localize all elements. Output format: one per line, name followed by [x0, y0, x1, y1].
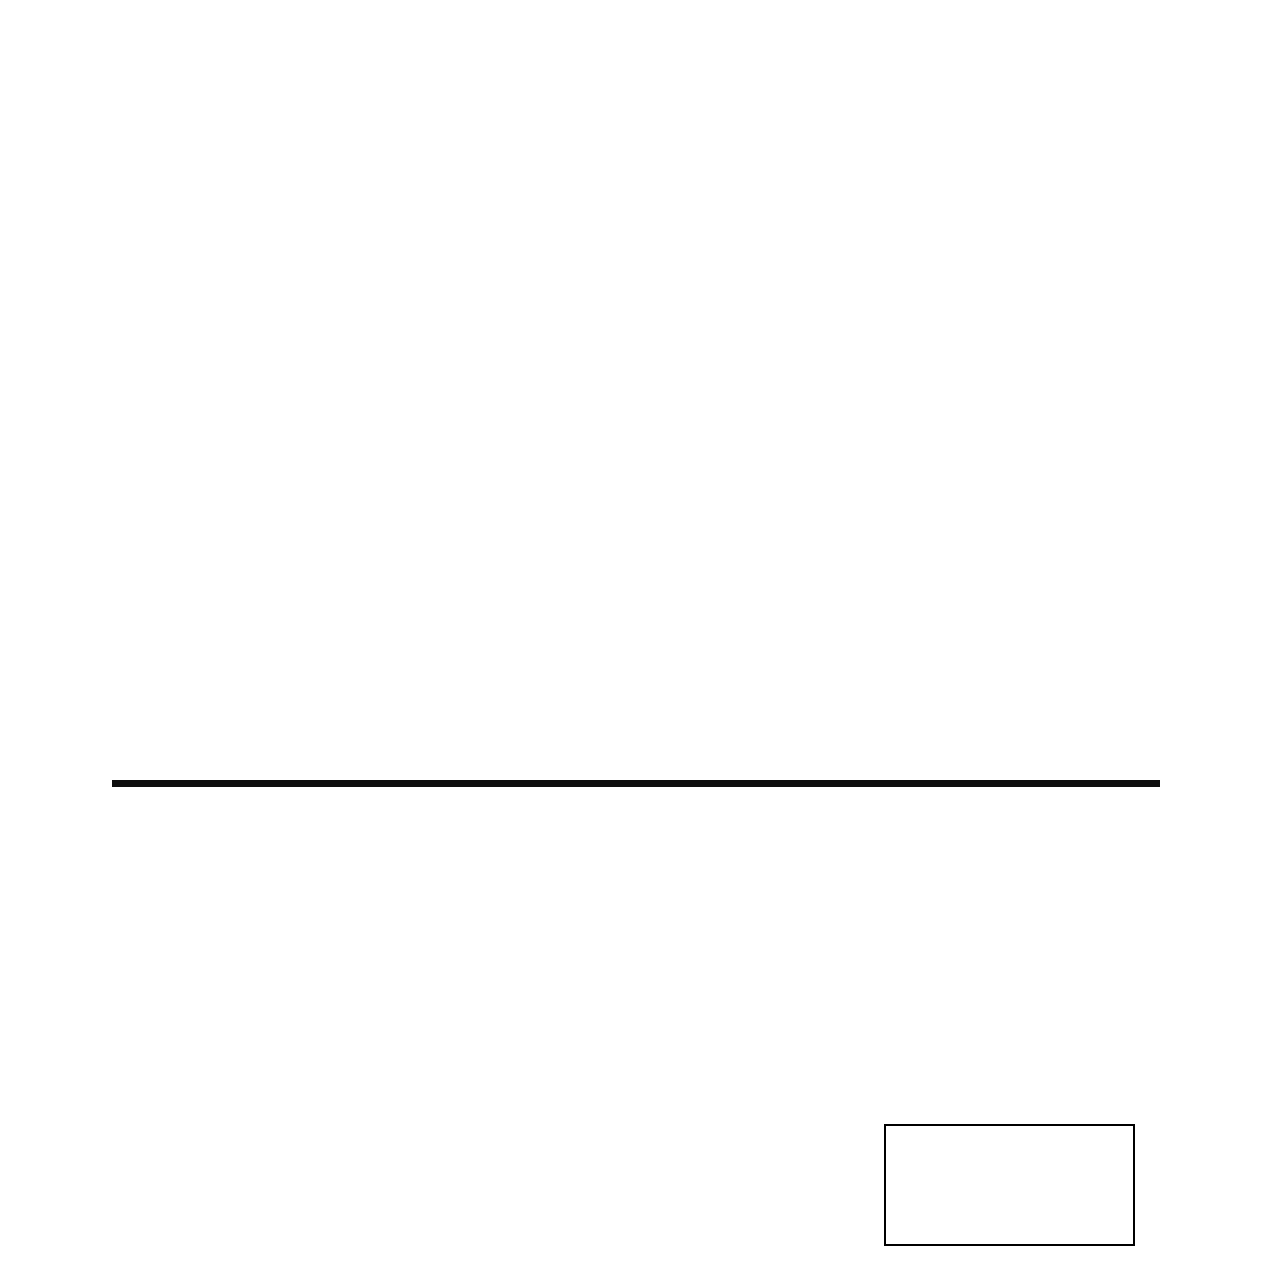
addon-barcode-bars: [1050, 1133, 1124, 1193]
barcode-body: [886, 1129, 1133, 1205]
isbn-barcode: [884, 1124, 1135, 1246]
divider-rule: [112, 780, 1160, 787]
ean13-barcode: [898, 1132, 1037, 1205]
price-addon-barcode: [1050, 1132, 1124, 1193]
barcode-bars: [898, 1132, 1037, 1204]
